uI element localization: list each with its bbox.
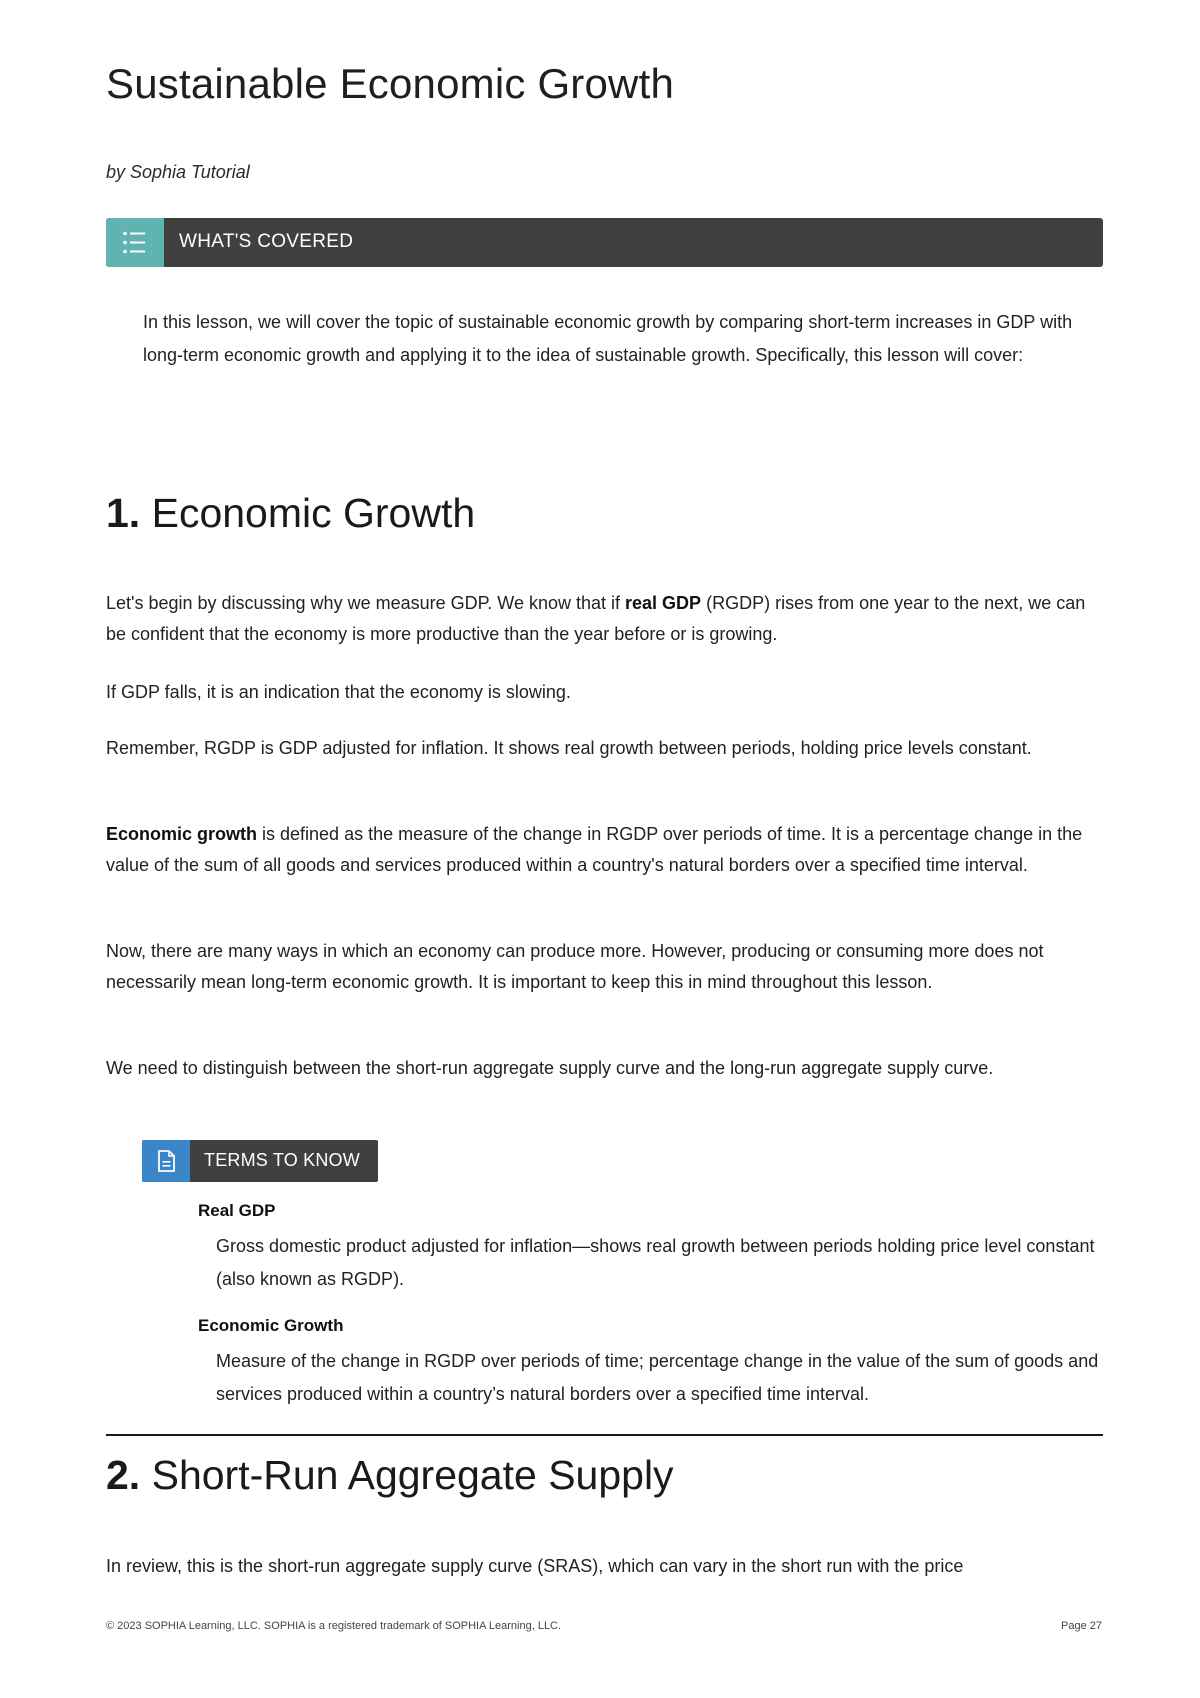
term-name: Real GDP: [198, 1201, 276, 1220]
list-icon: [106, 218, 164, 267]
section-heading-short-run-aggregate-supply: [106, 1452, 674, 1499]
bold-term: Economic growth: [106, 824, 258, 844]
whats-covered-label: WHAT'S COVERED: [179, 231, 354, 252]
term-definition: Gross domestic product adjusted for inflation—shows real growth between periods holding price level constant (also known as RGDP).: [216, 1236, 1095, 1289]
paragraph-produce-more: Now, there are many ways in which an economy can produce more. However, producing or consuming more does not necessarily mean long-term economic growth. It is important to keep this in mind throughout this lesson.: [106, 941, 1044, 992]
paragraph-measure-gdp: [106, 588, 1101, 649]
whats-covered-banner: [106, 218, 1103, 267]
term-name: Economic Growth: [198, 1316, 344, 1335]
section-number: 2.: [106, 1452, 141, 1498]
terms-to-know-banner: [142, 1140, 378, 1182]
section-heading-economic-growth: [106, 490, 475, 537]
text-run: is defined as the measure of the change in RGDP over periods of time. It is a percentage change in the value of the sum of all goods and services produced within a country's natural borders over a specified time interval.: [106, 824, 1083, 875]
section-divider: [106, 1434, 1103, 1436]
paragraph-economic-growth-definition: [106, 819, 1101, 880]
text-run: (RGDP) rises from one year to the next, we can be confident that the economy is more productive than the year before or is growing.: [106, 593, 1086, 644]
paragraph-rgdp: Remember, RGDP is GDP adjusted for inflation. It shows real growth between periods, holding price levels constant.: [106, 738, 1032, 758]
page-title: Sustainable Economic Growth: [106, 60, 675, 107]
section-number: 1.: [106, 490, 141, 536]
section-title: Economic Growth: [151, 490, 476, 536]
byline: by Sophia Tutorial: [106, 162, 250, 182]
bold-term: real GDP: [625, 593, 702, 613]
footer-copyright: © 2023 SOPHIA Learning, LLC. SOPHIA is a registered trademark of SOPHIA Learning, LLC.: [106, 1620, 562, 1632]
footer-page-number: Page 27: [1061, 1620, 1102, 1632]
document-icon: [142, 1140, 190, 1182]
paragraph-sras-review: In review, this is the short-run aggregate supply curve (SRAS), which can vary in the short run with the price: [106, 1556, 964, 1576]
text-run: Let's begin by discussing why we measure GDP. We know that if: [106, 593, 626, 613]
section-title: Short-Run Aggregate Supply: [151, 1452, 674, 1498]
terms-to-know-label: TERMS TO KNOW: [204, 1150, 360, 1170]
term-definition: Measure of the change in RGDP over periods of time; percentage change in the value of the sum of goods and services produced within a country’s natural borders over a specified time interval.: [216, 1351, 1099, 1404]
paragraph-distinguish-curves: We need to distinguish between the short-run aggregate supply curve and the long-run aggregate supply curve.: [106, 1058, 994, 1078]
whats-covered-text: In this lesson, we will cover the topic of sustainable economic growth by comparing short-term increases in GDP with long-term economic growth and applying it to the idea of sustainable growth. Specifically, this lesson will cover:: [143, 312, 1073, 365]
paragraph-gdp-falls: If GDP falls, it is an indication that the economy is slowing.: [106, 682, 571, 702]
